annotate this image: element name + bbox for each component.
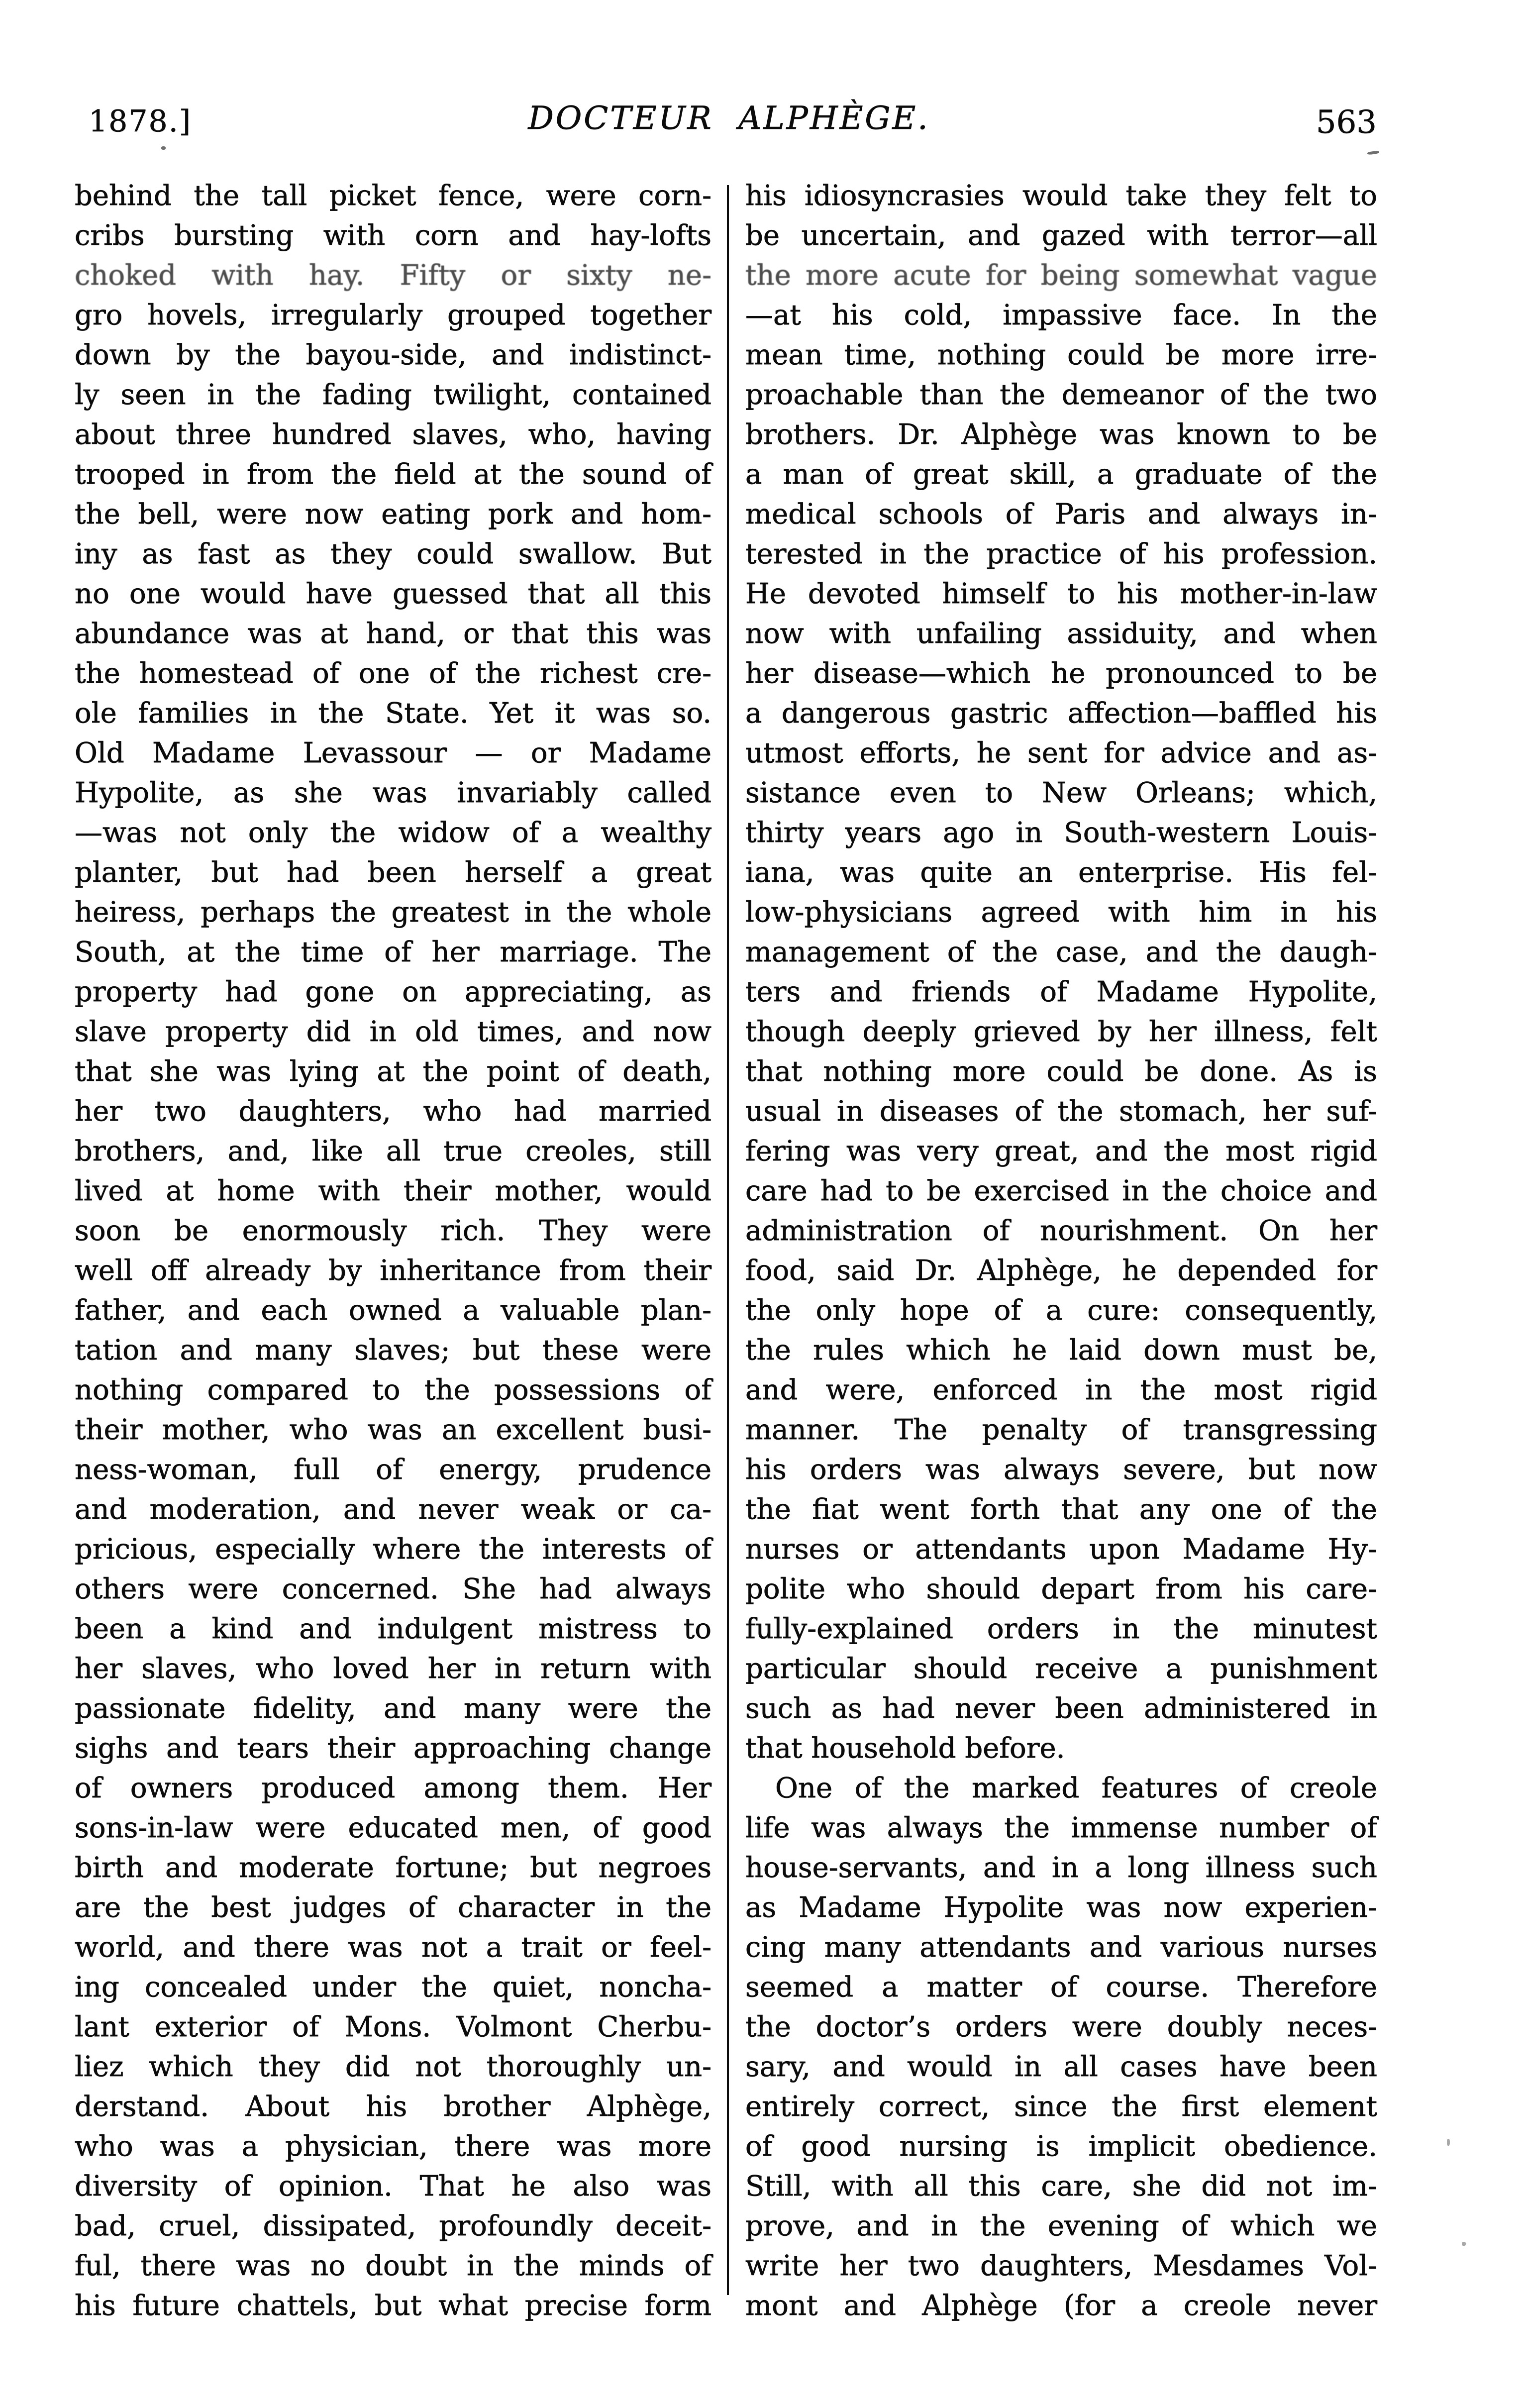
text-line: that she was lying at the point of death, bbox=[75, 1055, 711, 1088]
text-line: prove, and in the evening of which we bbox=[745, 2210, 1377, 2242]
text-line: been a kind and indulgent mistress to bbox=[75, 1613, 711, 1645]
scan-speck bbox=[1447, 2139, 1450, 2146]
text-line: such as had never been administered in bbox=[745, 1692, 1377, 1725]
right-text-column bbox=[745, 176, 1377, 2326]
scan-speck bbox=[161, 146, 166, 150]
text-line: —at his cold, impassive face. In the bbox=[745, 299, 1377, 331]
text-line: no one would have guessed that all this bbox=[75, 578, 711, 610]
text-line: and were, enforced in the most rigid bbox=[745, 1374, 1377, 1406]
text-line: brothers, and, like all true creoles, still bbox=[75, 1135, 711, 1167]
text-line: and moderation, and never weak or ca- bbox=[75, 1493, 711, 1526]
text-line: lant exterior of Mons. Volmont Cherbu- bbox=[75, 2011, 711, 2043]
header-year-bracket: 1878.] bbox=[89, 104, 192, 139]
text-line: Hypolite, as she was invariably called bbox=[75, 777, 711, 809]
text-line: a dangerous gastric affection—baffled his bbox=[745, 697, 1377, 730]
text-line: cing many attendants and various nurses bbox=[745, 1931, 1377, 1964]
text-line: gro hovels, irregularly grouped together bbox=[75, 299, 711, 331]
text-line: their mother, who was an excellent busi- bbox=[75, 1414, 711, 1446]
scan-speck bbox=[1367, 151, 1380, 155]
text-line: well off already by inheritance from their bbox=[75, 1255, 711, 1287]
text-line: iny as fast as they could swallow. But bbox=[75, 538, 711, 570]
scan-speck bbox=[1462, 2242, 1466, 2246]
text-line: nothing compared to the possessions of bbox=[75, 1374, 711, 1406]
text-line: fully-explained orders in the minutest bbox=[745, 1613, 1377, 1645]
text-line: life was always the immense number of bbox=[745, 1812, 1377, 1844]
text-line: about three hundred slaves, who, having bbox=[75, 419, 711, 451]
text-line: thirty years ago in South-western Louis- bbox=[745, 817, 1377, 849]
text-line: sons-in-law were educated men, of good bbox=[75, 1812, 711, 1844]
text-line: ness-woman, full of energy, prudence bbox=[75, 1454, 711, 1486]
text-line: his future chattels, but what precise form bbox=[75, 2290, 711, 2322]
text-line: who was a physician, there was more bbox=[75, 2130, 711, 2163]
text-line: the only hope of a cure: consequently, bbox=[745, 1294, 1377, 1327]
text-line: behind the tall picket fence, were corn- bbox=[75, 180, 711, 212]
text-line: low-physicians agreed with him in his bbox=[745, 896, 1377, 929]
text-line: fering was very great, and the most rigid bbox=[745, 1135, 1377, 1167]
text-line: medical schools of Paris and always in- bbox=[745, 498, 1377, 530]
text-line: ters and friends of Madame Hypolite, bbox=[745, 976, 1377, 1008]
text-line: derstand. About his brother Alphège, bbox=[75, 2091, 711, 2123]
text-line: though deeply grieved by her illness, felt bbox=[745, 1016, 1377, 1048]
text-line: iana, was quite an enterprise. His fel- bbox=[745, 856, 1377, 889]
text-line: liez which they did not thoroughly un- bbox=[75, 2051, 711, 2083]
text-line: the more acute for being somewhat vague bbox=[745, 259, 1377, 292]
text-line: birth and moderate fortune; but negroes bbox=[75, 1852, 711, 1884]
text-line: heiress, perhaps the greatest in the whole bbox=[75, 896, 711, 929]
text-line: usual in diseases of the stomach, her suf- bbox=[745, 1095, 1377, 1128]
text-line: Still, with all this care, she did not im- bbox=[745, 2170, 1377, 2202]
text-line: ful, there was no doubt in the minds of bbox=[75, 2250, 711, 2282]
text-line: her two daughters, who had married bbox=[75, 1095, 711, 1128]
text-line: polite who should depart from his care- bbox=[745, 1573, 1377, 1605]
text-line: her slaves, who loved her in return with bbox=[75, 1653, 711, 1685]
text-line: diversity of opinion. That he also was bbox=[75, 2170, 711, 2202]
text-line: slave property did in old times, and now bbox=[75, 1016, 711, 1048]
text-line: South, at the time of her marriage. The bbox=[75, 936, 711, 968]
text-line: passionate fidelity, and many were the bbox=[75, 1692, 711, 1725]
text-line: house-servants, and in a long illness such bbox=[745, 1852, 1377, 1884]
left-text-column bbox=[75, 176, 711, 2326]
text-line: entirely correct, since the first element bbox=[745, 2091, 1377, 2123]
text-line: Old Madame Levassour — or Madame bbox=[75, 737, 711, 769]
text-line: a man of great skill, a graduate of the bbox=[745, 458, 1377, 491]
text-line: brothers. Dr. Alphège was known to be bbox=[745, 419, 1377, 451]
text-line: write her two daughters, Mesdames Vol- bbox=[745, 2250, 1377, 2282]
text-line: sighs and tears their approaching change bbox=[75, 1732, 711, 1765]
text-line: trooped in from the field at the sound of bbox=[75, 458, 711, 491]
text-line: property had gone on appreciating, as bbox=[75, 976, 711, 1008]
text-line: down by the bayou-side, and indistinct- bbox=[75, 339, 711, 371]
text-line: manner. The penalty of transgressing bbox=[745, 1414, 1377, 1446]
text-line: seemed a matter of course. Therefore bbox=[745, 1971, 1377, 2003]
text-line: are the best judges of character in the bbox=[75, 1891, 711, 1924]
text-line: of owners produced among them. Her bbox=[75, 1772, 711, 1804]
text-line: nurses or attendants upon Madame Hy- bbox=[745, 1533, 1377, 1566]
text-line: mont and Alphège (for a creole never bbox=[745, 2290, 1377, 2322]
text-line: as Madame Hypolite was now experien- bbox=[745, 1891, 1377, 1924]
text-line: world, and there was not a trait or feel- bbox=[75, 1931, 711, 1964]
text-line: the doctor’s orders were doubly neces- bbox=[745, 2011, 1377, 2043]
text-line: planter, but had been herself a great bbox=[75, 856, 711, 889]
text-line: management of the case, and the daugh- bbox=[745, 936, 1377, 968]
text-line: He devoted himself to his mother-in-law bbox=[745, 578, 1377, 610]
text-line: choked with hay. Fifty or sixty ne- bbox=[75, 259, 711, 292]
text-line: cribs bursting with corn and hay-lofts bbox=[75, 219, 711, 252]
text-line: One of the marked features of creole bbox=[775, 1772, 1377, 1804]
text-line: her disease—which he pronounced to be bbox=[745, 657, 1377, 690]
text-line: ly seen in the fading twilight, contained bbox=[75, 379, 711, 411]
text-line: mean time, nothing could be more irre- bbox=[745, 339, 1377, 371]
text-line: his orders was always severe, but now bbox=[745, 1454, 1377, 1486]
text-line: the rules which he laid down must be, bbox=[745, 1334, 1377, 1366]
text-line: that nothing more could be done. As is bbox=[745, 1055, 1377, 1088]
text-line: food, said Dr. Alphège, he depended for bbox=[745, 1255, 1377, 1287]
text-line: the bell, were now eating pork and hom- bbox=[75, 498, 711, 530]
column-divider-rule bbox=[727, 185, 729, 2295]
text-line: —was not only the widow of a wealthy bbox=[75, 817, 711, 849]
text-line: administration of nourishment. On her bbox=[745, 1215, 1377, 1247]
text-line: care had to be exercised in the choice and bbox=[745, 1175, 1377, 1207]
text-line: particular should receive a punishment bbox=[745, 1653, 1377, 1685]
text-line: of good nursing is implicit obedience. bbox=[745, 2130, 1377, 2163]
text-line: now with unfailing assiduity, and when bbox=[745, 618, 1377, 650]
text-line: terested in the practice of his profession. bbox=[745, 538, 1377, 570]
text-line: ing concealed under the quiet, noncha- bbox=[75, 1971, 711, 2003]
text-line: proachable than the demeanor of the two bbox=[745, 379, 1377, 411]
text-line: father, and each owned a valuable plan- bbox=[75, 1294, 711, 1327]
page-number: 563 bbox=[1316, 104, 1377, 141]
text-line: sistance even to New Orleans; which, bbox=[745, 777, 1377, 809]
text-line: others were concerned. She had always bbox=[75, 1573, 711, 1605]
text-line: abundance was at hand, or that this was bbox=[75, 618, 711, 650]
text-line: bad, cruel, dissipated, profoundly deceit- bbox=[75, 2210, 711, 2242]
text-line: lived at home with their mother, would bbox=[75, 1175, 711, 1207]
text-line: soon be enormously rich. They were bbox=[75, 1215, 711, 1247]
text-line: tation and many slaves; but these were bbox=[75, 1334, 711, 1366]
text-line: be uncertain, and gazed with terror—all bbox=[745, 219, 1377, 252]
text-line: his idiosyncrasies would take they felt to bbox=[745, 180, 1377, 212]
text-line: that household before. bbox=[745, 1732, 1065, 1765]
text-line: sary, and would in all cases have been bbox=[745, 2051, 1377, 2083]
text-line: pricious, especially where the interests of bbox=[75, 1533, 711, 1566]
text-line: ole families in the State. Yet it was so. bbox=[75, 697, 711, 730]
text-line: the fiat went forth that any one of the bbox=[745, 1493, 1377, 1526]
text-line: the homestead of one of the richest cre- bbox=[75, 657, 711, 690]
page-title: DOCTEUR ALPHÈGE. bbox=[528, 100, 930, 137]
text-line: utmost efforts, he sent for advice and as- bbox=[745, 737, 1377, 769]
